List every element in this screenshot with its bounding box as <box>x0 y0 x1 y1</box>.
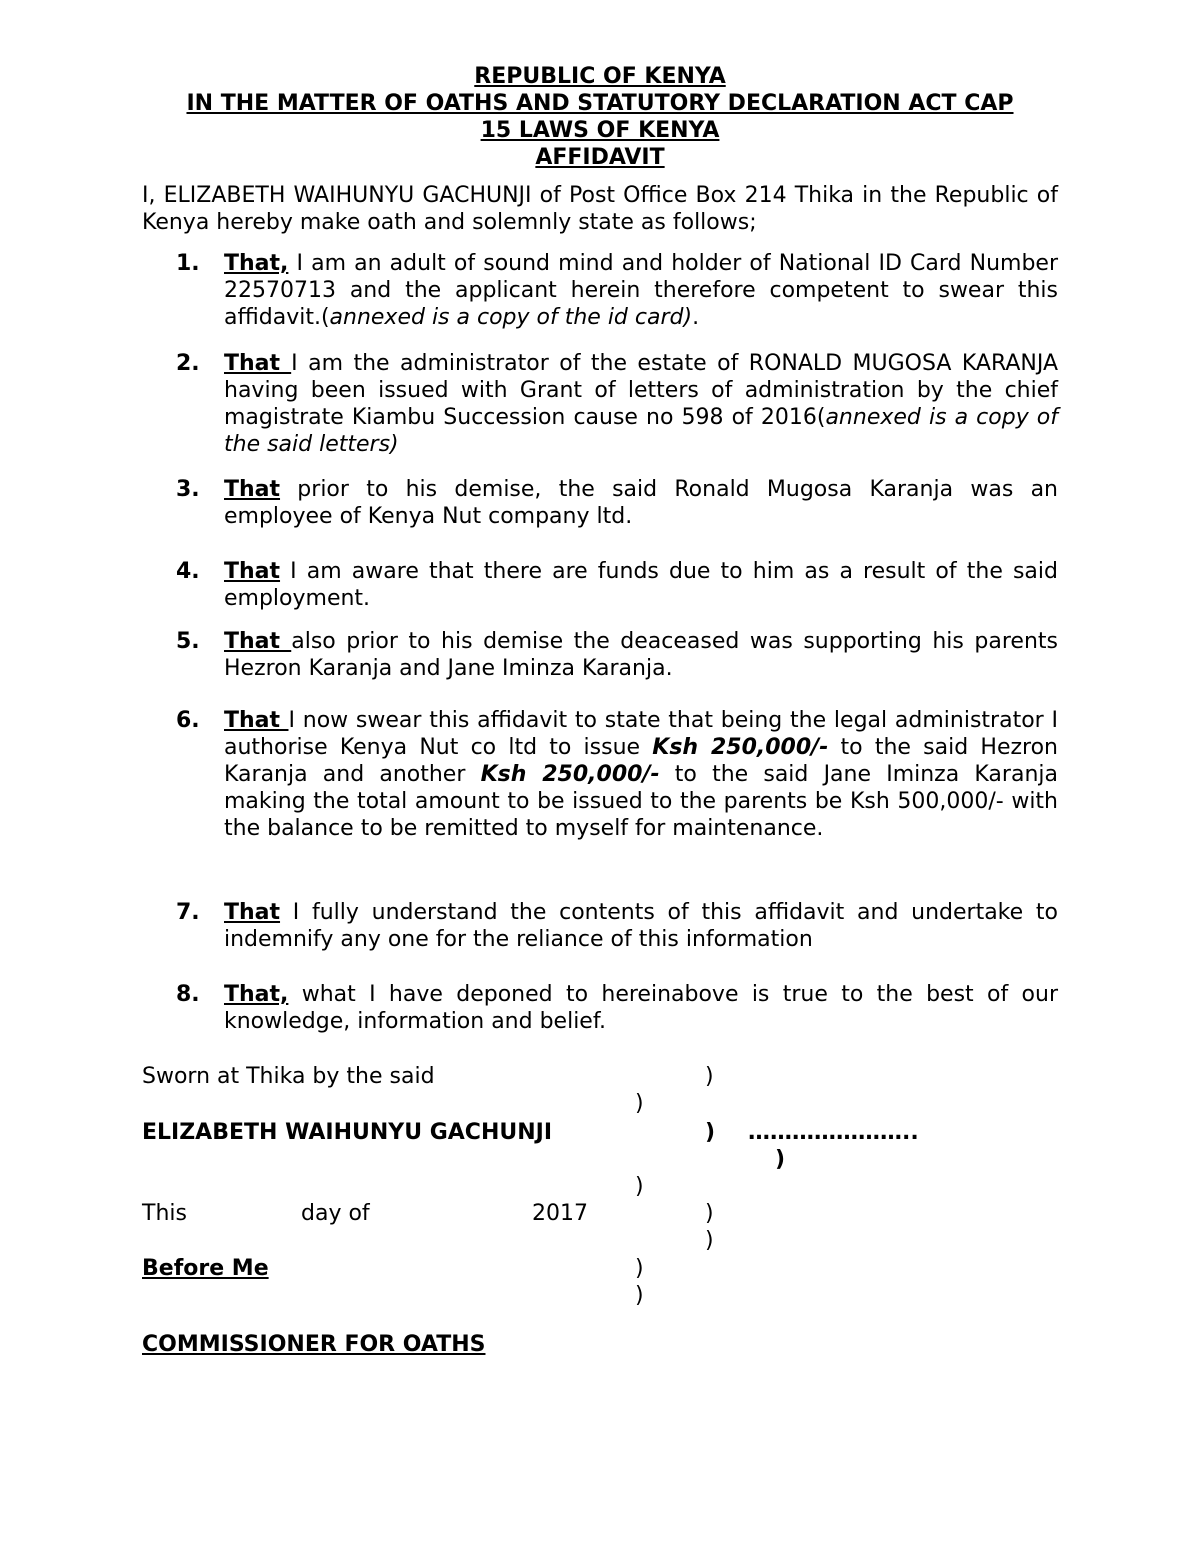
deponent-name: ELIZABETH WAIHUNYU GACHUNJI <box>142 1120 553 1145</box>
item-body: to the said Jane Iminza Karanja making the total amount to be issued to the parents be Ksh 500,000/- with the balance to be remitted to myself for maintenance. <box>224 762 1058 841</box>
sworn-at-text: Sworn at Thika by the said <box>142 1064 435 1089</box>
bracket: ) <box>635 1256 644 1281</box>
bracket: ) <box>775 1147 786 1172</box>
list-item <box>142 707 1058 842</box>
item-italic: annexed is a copy of the id card) <box>329 305 693 330</box>
item-text <box>224 899 1058 953</box>
bracket: ) <box>705 1201 714 1226</box>
item-body: also prior to his demise the deaceased was supporting his parents Hezron Karanja and Jane Iminza Karanja. <box>224 629 1058 681</box>
item-that: That <box>224 900 281 925</box>
item-body: prior to his demise, the said Ronald Mugosa Karanja was an employee of Kenya Nut company ltd. <box>224 477 1058 529</box>
item-text <box>224 628 1058 682</box>
bracket: ) <box>705 1228 714 1253</box>
item-text <box>224 476 1058 530</box>
before-me-label: Before Me <box>142 1256 269 1281</box>
this-label: This <box>142 1201 187 1226</box>
commissioner-label: COMMISSIONER FOR OATHS <box>142 1332 486 1357</box>
item-text <box>224 558 1058 612</box>
item-number: 6. <box>176 708 200 733</box>
list-item <box>142 981 1058 1035</box>
item-body: what I have deponed to hereinabove is true to the best of our knowledge, information and belief. <box>224 982 1058 1034</box>
list-item <box>142 558 1058 612</box>
year-label: 2017 <box>532 1201 588 1226</box>
list-item <box>142 628 1058 682</box>
item-body: I am aware that there are funds due to him as a result of the said employment. <box>224 559 1058 611</box>
item-text <box>224 981 1058 1035</box>
item-italic: annexed is a copy of the said letters) <box>224 405 1058 457</box>
item-that: That <box>224 629 292 654</box>
item-number: 2. <box>176 351 200 376</box>
item-number: 1. <box>176 251 200 276</box>
item-that: That <box>224 559 281 584</box>
item-number: 4. <box>176 559 200 584</box>
heading-laws: 15 LAWS OF KENYA <box>480 118 720 143</box>
list-item <box>142 899 1058 953</box>
item-that: That, <box>224 251 289 276</box>
bracket: ) <box>705 1064 714 1089</box>
heading-affidavit: AFFIDAVIT <box>535 145 665 170</box>
item-end: . <box>692 305 700 330</box>
amount-jane: Ksh 250,000/- <box>480 762 660 787</box>
heading-republic: REPUBLIC OF KENYA <box>474 64 726 89</box>
day-of-label: day of <box>301 1201 370 1226</box>
signature-line: ………………….. <box>748 1120 919 1145</box>
list-item <box>142 250 1058 331</box>
item-that: That, <box>224 982 289 1007</box>
item-body: I now swear this affidavit to state that being the legal administrator I authorise Kenya Nut co ltd to issue <box>224 708 1058 760</box>
bracket: ) <box>635 1091 644 1116</box>
list-item <box>142 350 1058 458</box>
bracket: ) <box>635 1283 644 1308</box>
item-text <box>224 350 1058 458</box>
bracket: ) <box>635 1174 644 1199</box>
item-text <box>224 707 1058 842</box>
list-item <box>142 476 1058 530</box>
item-number: 5. <box>176 629 200 654</box>
item-body: I fully understand the contents of this affidavit and undertake to indemnify any one for the reliance of this information <box>224 900 1058 952</box>
item-number: 7. <box>176 900 200 925</box>
item-text <box>224 250 1058 331</box>
item-number: 3. <box>176 477 200 502</box>
item-body: to the said Hezron Karanja and another <box>224 735 1058 787</box>
item-body: I am the administrator of the estate of RONALD MUGOSA KARANJA having been issued with Grant of letters of administration by the chief magistrate Kiambu Succession cause no 598 of 2016( <box>224 351 1059 430</box>
item-number: 8. <box>176 982 200 1007</box>
bracket: ) <box>705 1120 716 1145</box>
item-that: That <box>224 477 281 502</box>
item-body: I am an adult of sound mind and holder of National ID Card Number 22570713 and the applicant herein therefore competent to swear this affidavit.( <box>224 251 1058 330</box>
item-that: That <box>224 351 292 376</box>
intro-paragraph: I, ELIZABETH WAIHUNYU GACHUNJI of Post Office Box 214 Thika in the Republic of Kenya hereby make oath and solemnly state as follows; <box>142 183 1058 235</box>
item-that: That <box>224 708 289 733</box>
amount-hezron: Ksh 250,000/- <box>652 735 829 760</box>
heading-matter: IN THE MATTER OF OATHS AND STATUTORY DECLARATION ACT CAP <box>186 91 1014 116</box>
